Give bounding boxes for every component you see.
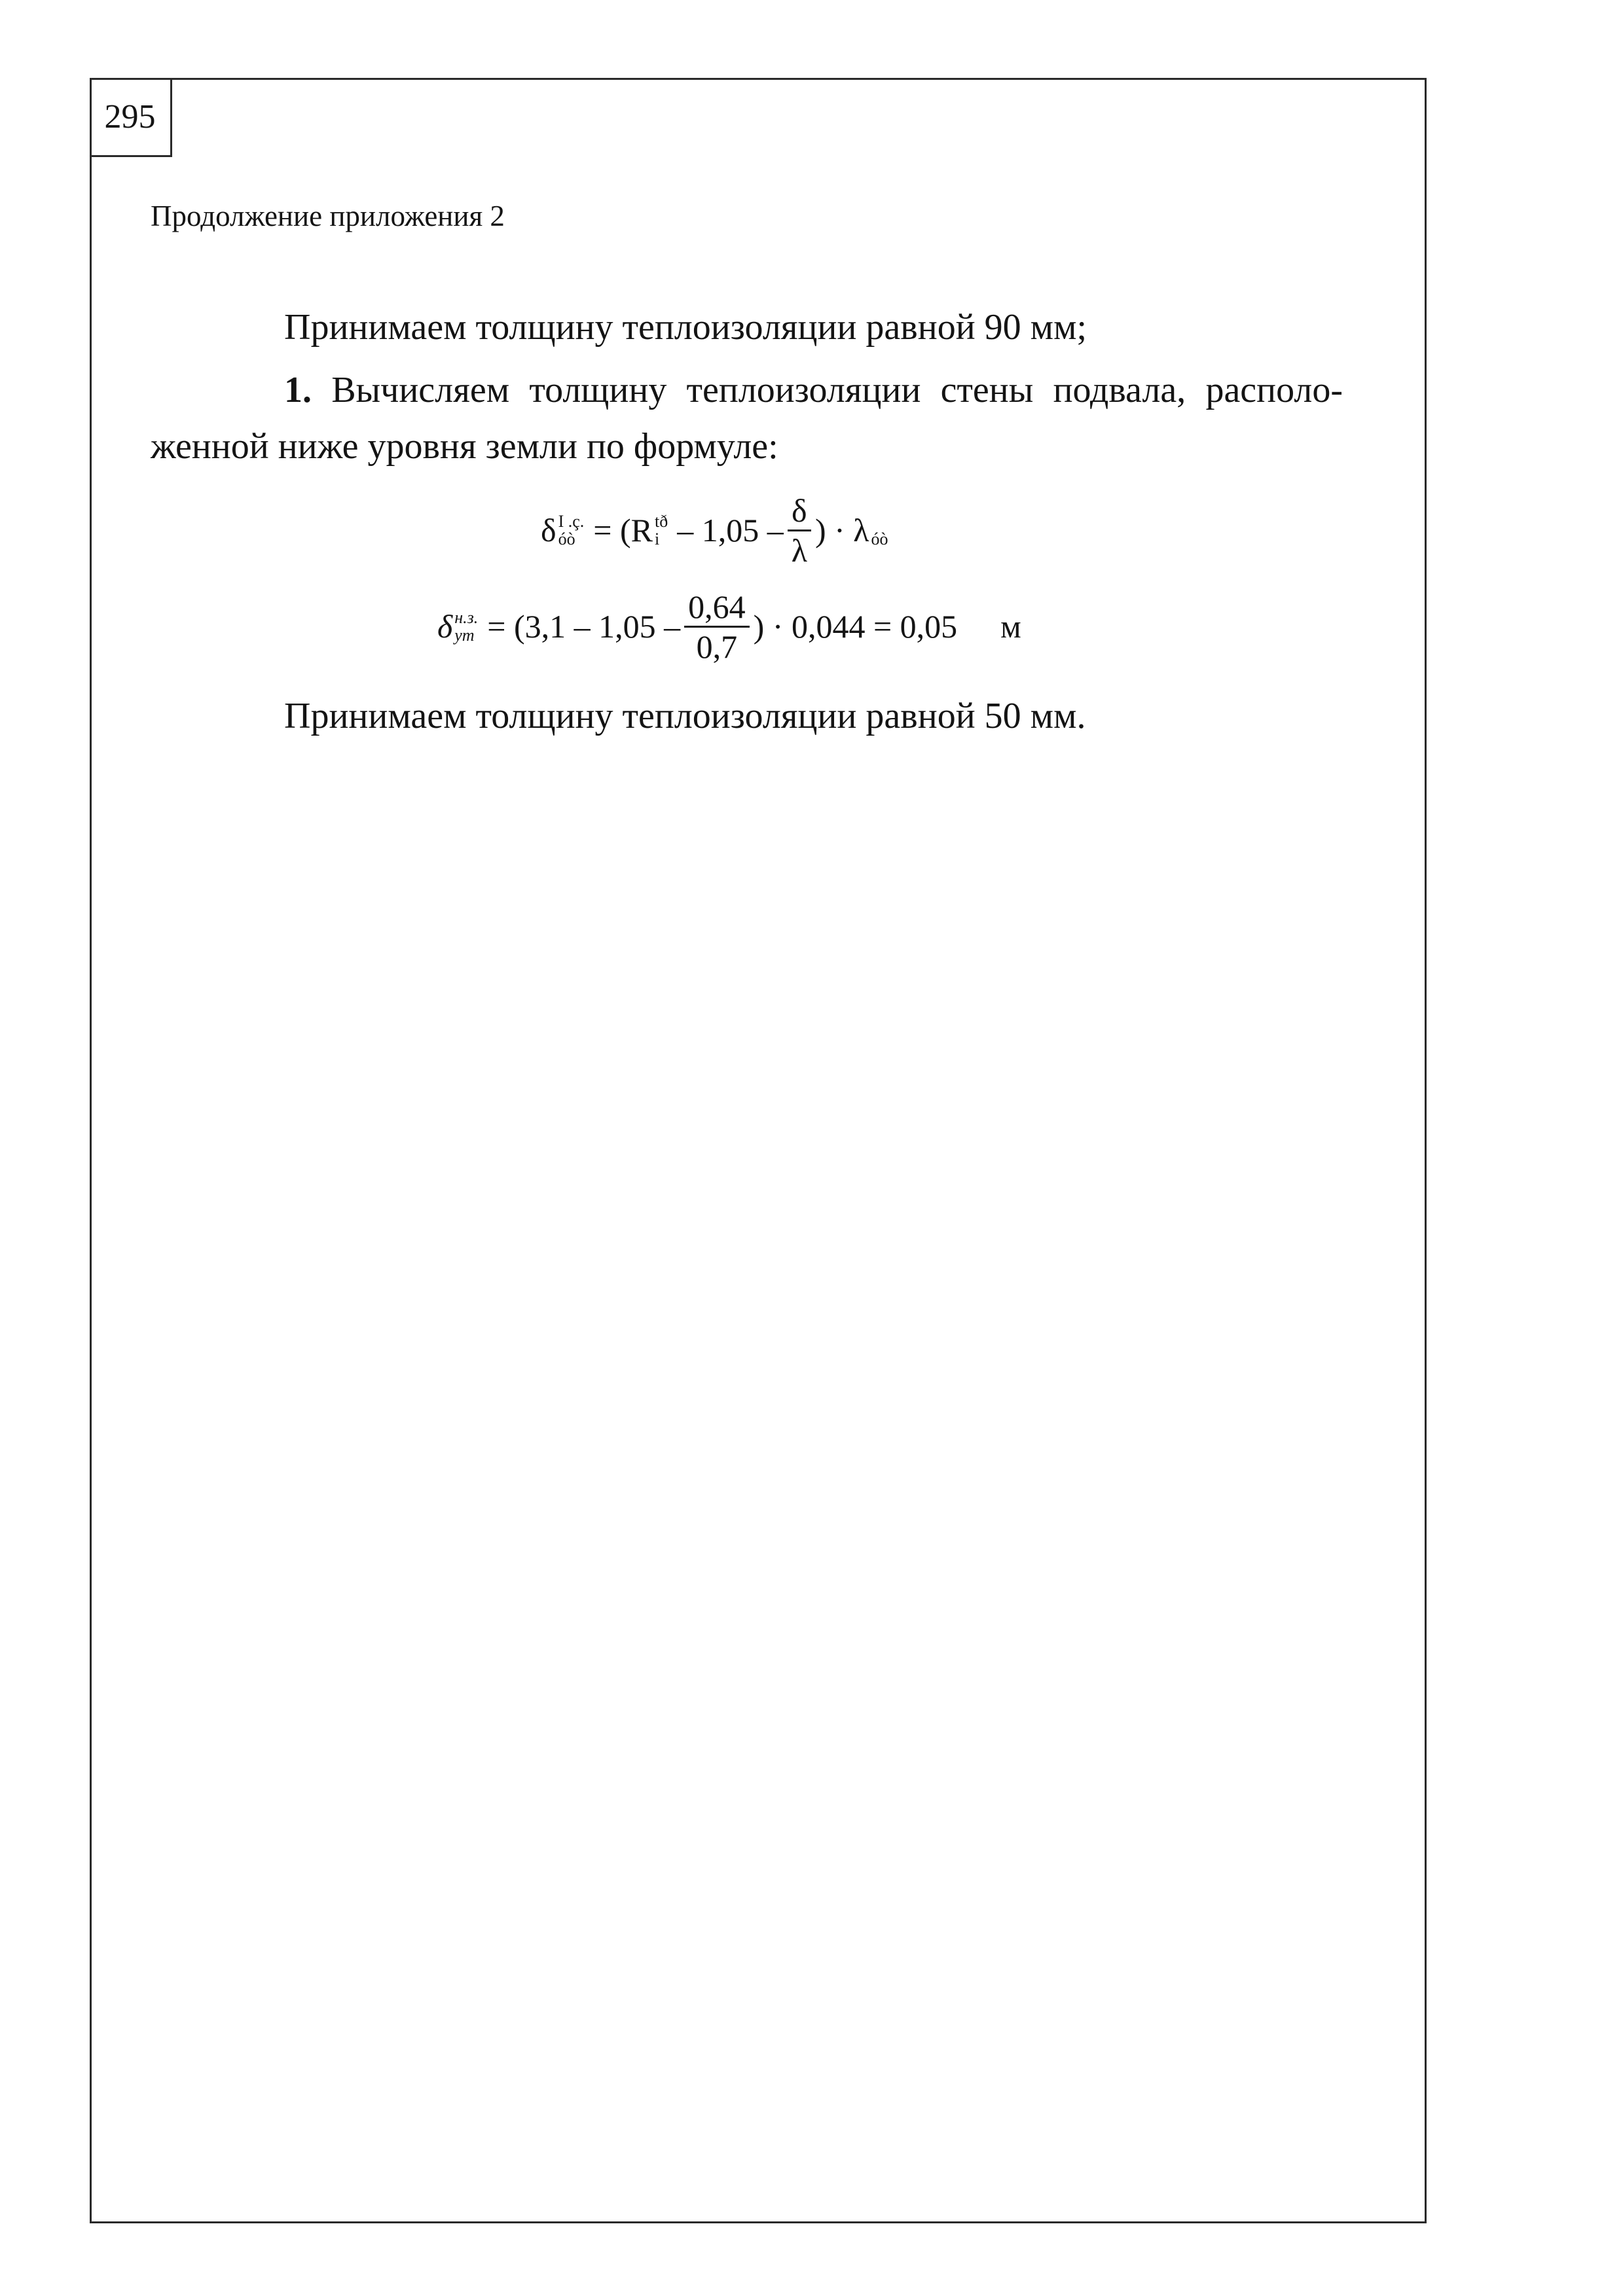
formula-r-sub: i bbox=[654, 529, 660, 548]
item-word: располо- bbox=[1205, 370, 1343, 410]
formula-lhs-sup: I .ç. bbox=[558, 511, 585, 531]
formula-fraction bbox=[788, 494, 811, 567]
formula-numeric-unit: м bbox=[1000, 608, 1021, 645]
fraction-numerator: 0,64 bbox=[684, 590, 750, 628]
formula-r-sup: tð bbox=[654, 511, 668, 531]
formula-numeric-fraction bbox=[684, 590, 750, 663]
page-number-text: 295 bbox=[104, 98, 156, 135]
formula-numeric-lhs-scripts bbox=[454, 609, 478, 645]
numbered-item-line bbox=[284, 372, 1343, 408]
formula-r-scripts bbox=[655, 512, 668, 548]
formula-numeric-lhs-sub: ут bbox=[454, 626, 475, 645]
formula-eq-open: = (R bbox=[593, 512, 653, 548]
paragraph-insulation-90: Принимаем толщину теплоизоляции равной 90 мм; bbox=[284, 307, 1087, 348]
formula-tail-sub: óò bbox=[871, 529, 888, 548]
page-number bbox=[90, 78, 172, 157]
item-word: подвала, bbox=[1053, 370, 1186, 410]
formula-lhs-sub: óò bbox=[558, 529, 575, 548]
formula-numeric bbox=[437, 584, 1021, 669]
formula-tail: ) · λ bbox=[814, 512, 869, 548]
item-word: теплоизоляции bbox=[686, 370, 921, 410]
fraction-numerator: δ bbox=[788, 494, 811, 531]
formula-numeric-expr-right: ) · 0,044 = 0,05 bbox=[753, 608, 958, 645]
formula-lhs-symbol: δ bbox=[541, 512, 556, 548]
formula-numeric-expr-left: = (3,1 – 1,05 – bbox=[487, 608, 681, 645]
item-continuation: женной ниже уровня земли по формуле: bbox=[151, 426, 778, 467]
item-number: 1. bbox=[284, 370, 312, 410]
formula-general bbox=[541, 488, 888, 573]
formula-lhs-scripts bbox=[558, 512, 585, 548]
item-word: стены bbox=[940, 370, 1034, 410]
formula-tail-scripts bbox=[871, 512, 888, 548]
formula-numeric-lhs-sup: н.з. bbox=[454, 607, 479, 627]
fraction-denominator: λ bbox=[791, 531, 807, 569]
item-word: толщину bbox=[529, 370, 667, 410]
item-word: Вычисляем bbox=[331, 370, 510, 410]
paragraph-insulation-50: Принимаем толщину теплоизоляции равной 50 мм. bbox=[284, 696, 1086, 736]
formula-numeric-lhs-symbol: δ bbox=[437, 608, 453, 645]
running-head: Продолжение приложения 2 bbox=[151, 200, 505, 232]
formula-minus-const: – 1,05 – bbox=[677, 512, 784, 548]
fraction-denominator: 0,7 bbox=[696, 628, 738, 665]
